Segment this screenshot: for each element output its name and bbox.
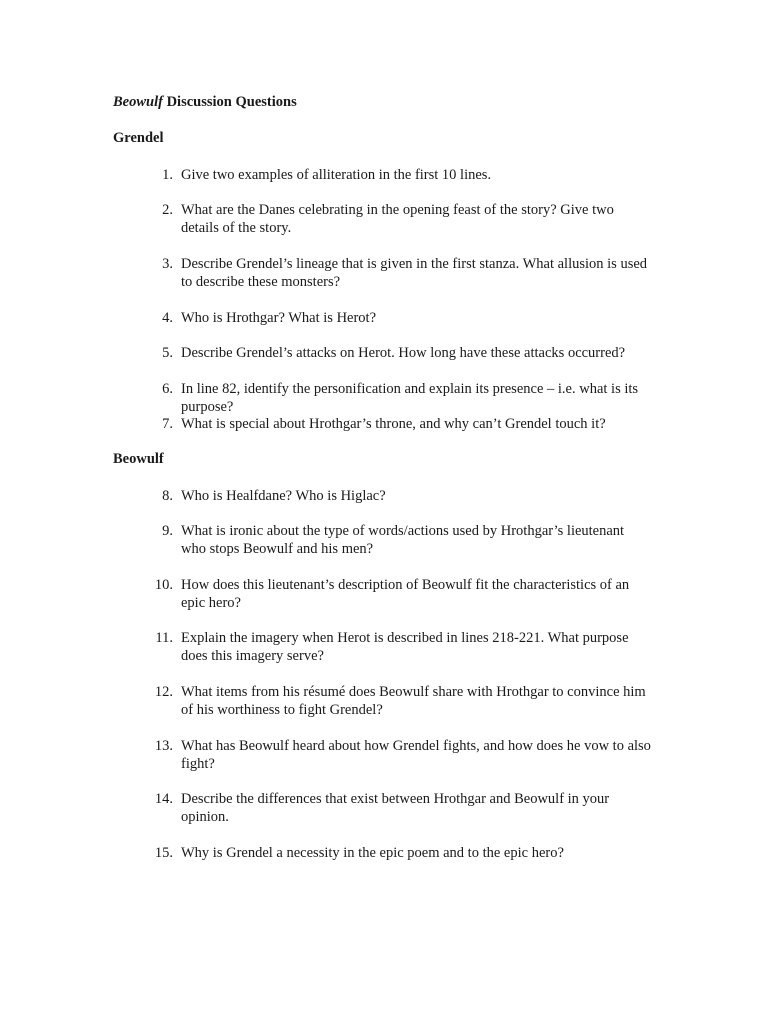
question-text: What items from his résumé does Beowulf share with Hrothgar to convince him of his worthiness to fight Grendel? bbox=[181, 684, 646, 718]
question-number: 6. bbox=[162, 381, 173, 397]
question-number: 2. bbox=[162, 202, 173, 218]
section-heading-beowulf: Beowulf bbox=[113, 451, 164, 467]
question-text: What is ironic about the type of words/actions used by Hrothgar’s lieutenant who stops Beowulf and his men? bbox=[181, 523, 625, 557]
question-number: 1. bbox=[162, 167, 173, 183]
question-text: Describe the differences that exist between Hrothgar and Beowulf in your opinion. bbox=[181, 791, 610, 825]
question-number: 12. bbox=[154, 684, 173, 700]
question-text: How does this lieutenant’s description of Beowulf fit the characteristics of an epic hero? bbox=[181, 577, 630, 611]
question-text: Who is Healfdane? Who is Higlac? bbox=[181, 488, 386, 504]
question-number: 4. bbox=[162, 310, 173, 326]
question-text: In line 82, identify the personification and explain its presence – i.e. what is its purpose? bbox=[181, 381, 639, 415]
question-text: Give two examples of alliteration in the first 10 lines. bbox=[181, 167, 492, 183]
question-text: Explain the imagery when Herot is described in lines 218-221. What purpose does this imagery serve? bbox=[181, 630, 629, 664]
question-text: Describe Grendel’s lineage that is given in the first stanza. What allusion is used to describe these monsters? bbox=[181, 256, 648, 290]
question-text: Who is Hrothgar? What is Herot? bbox=[181, 310, 377, 326]
question-number: 8. bbox=[162, 488, 173, 504]
question-number: 5. bbox=[162, 345, 173, 361]
question-number: 7. bbox=[162, 416, 173, 432]
question-text: Describe Grendel’s attacks on Herot. How long have these attacks occurred? bbox=[181, 345, 626, 361]
question-number: 15. bbox=[154, 845, 173, 861]
question-text: Why is Grendel a necessity in the epic poem and to the epic hero? bbox=[181, 845, 564, 861]
question-text: What has Beowulf heard about how Grendel fights, and how does he vow to also fight? bbox=[181, 738, 651, 772]
question-number: 3. bbox=[162, 256, 173, 272]
question-number: 13. bbox=[154, 738, 173, 754]
question-text: What is special about Hrothgar’s throne, and why can’t Grendel touch it? bbox=[181, 416, 606, 432]
question-number: 14. bbox=[154, 791, 173, 807]
document-title bbox=[113, 94, 297, 111]
question-number: 9. bbox=[162, 523, 173, 539]
title-italic-part: Beowulf bbox=[113, 94, 163, 110]
title-rest-part: Discussion Questions bbox=[162, 94, 297, 110]
question-number: 10. bbox=[154, 577, 173, 593]
section-heading-grendel: Grendel bbox=[113, 130, 164, 146]
question-number: 11. bbox=[155, 630, 173, 646]
question-text: What are the Danes celebrating in the opening feast of the story? Give two details of the story. bbox=[181, 202, 614, 236]
